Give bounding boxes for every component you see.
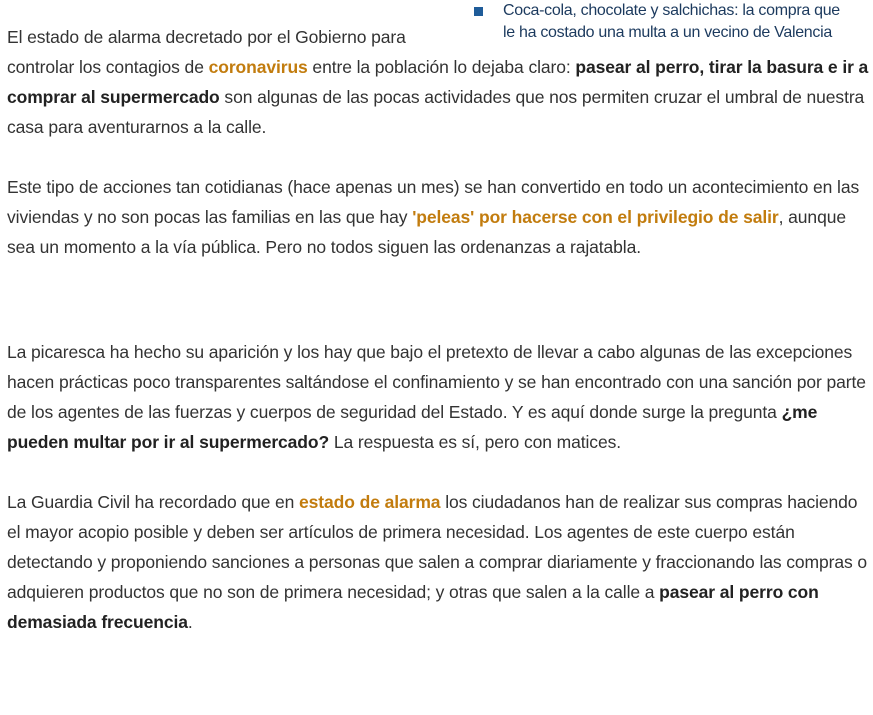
paragraph-2-text-a: Este tipo de acciones tan cotidianas (hace apenas un mes) se han convertido en todo un acontecimiento en las viviendas y no son pocas las familias en las que hay <box>7 177 860 227</box>
paragraph-1-text-a: El estado de alarma decretado por el Gobierno para controlar los contagios de <box>7 27 406 77</box>
related-news-link[interactable] <box>503 0 840 44</box>
square-bullet-icon <box>474 7 483 16</box>
paragraph-4-text-b: los ciudadanos han de realizar sus compras haciendo el mayor acopio posible y deben ser artículos de primera necesidad. Los agentes de este cuerpo están detectando y proponiendo sanciones a personas que salen a comprar diariamente y fraccionando las compras o adquieren productos que no son de primera necesidad; y otras que salen a la calle a <box>7 492 868 602</box>
paragraph-4 <box>7 487 869 637</box>
related-news-box <box>474 0 869 44</box>
paragraph-1-text-b: entre la población lo dejaba claro: <box>307 57 576 77</box>
paragraph-2-text-b: , aunque sea un momento a la vía pública. Pero no todos siguen las ordenanzas a rajatabla. <box>7 207 846 257</box>
paragraph-4-text-c: . <box>187 612 193 632</box>
peleas-link[interactable]: 'peleas' por hacerse con el privilegio de salir <box>412 207 779 227</box>
paragraph-1-text-c: son algunas de las pocas actividades que nos permiten cruzar el umbral de nuestra casa para aventurarnos a la calle. <box>7 87 865 137</box>
related-news-link-line2: le ha costado una multa a un vecino de Valencia <box>503 24 832 41</box>
estado-de-alarma-link[interactable]: estado de alarma <box>299 492 441 512</box>
paragraph-4-text-a: La Guardia Civil ha recordado que en <box>7 492 300 512</box>
related-news-link-line1: Coca-cola, chocolate y salchichas: la compra que <box>503 2 840 19</box>
paragraph-3 <box>7 337 869 457</box>
paragraph-2 <box>7 172 869 262</box>
paragraph-3-text-a: La picaresca ha hecho su aparición y los hay que bajo el pretexto de llevar a cabo algunas de las excepciones hacen prácticas poco transparentes saltándose el confinamiento y se han encontrado con una sanción por parte de los agentes de las fuerzas y cuerpos de seguridad del Estado. Y es aquí donde surge la pregunta <box>7 342 866 422</box>
paragraph-1-bold: pasear al perro, tirar la basura e ir a comprar al supermercado <box>7 57 869 107</box>
article-body <box>7 2 869 637</box>
paragraph-3-text-b: La respuesta es sí, pero con matices. <box>329 432 621 452</box>
paragraph-3-bold: ¿me pueden multar por ir al supermercado? <box>7 402 818 452</box>
coronavirus-link[interactable]: coronavirus <box>208 57 308 77</box>
paragraph-4-bold: pasear al perro con demasiada frecuencia <box>7 582 819 632</box>
